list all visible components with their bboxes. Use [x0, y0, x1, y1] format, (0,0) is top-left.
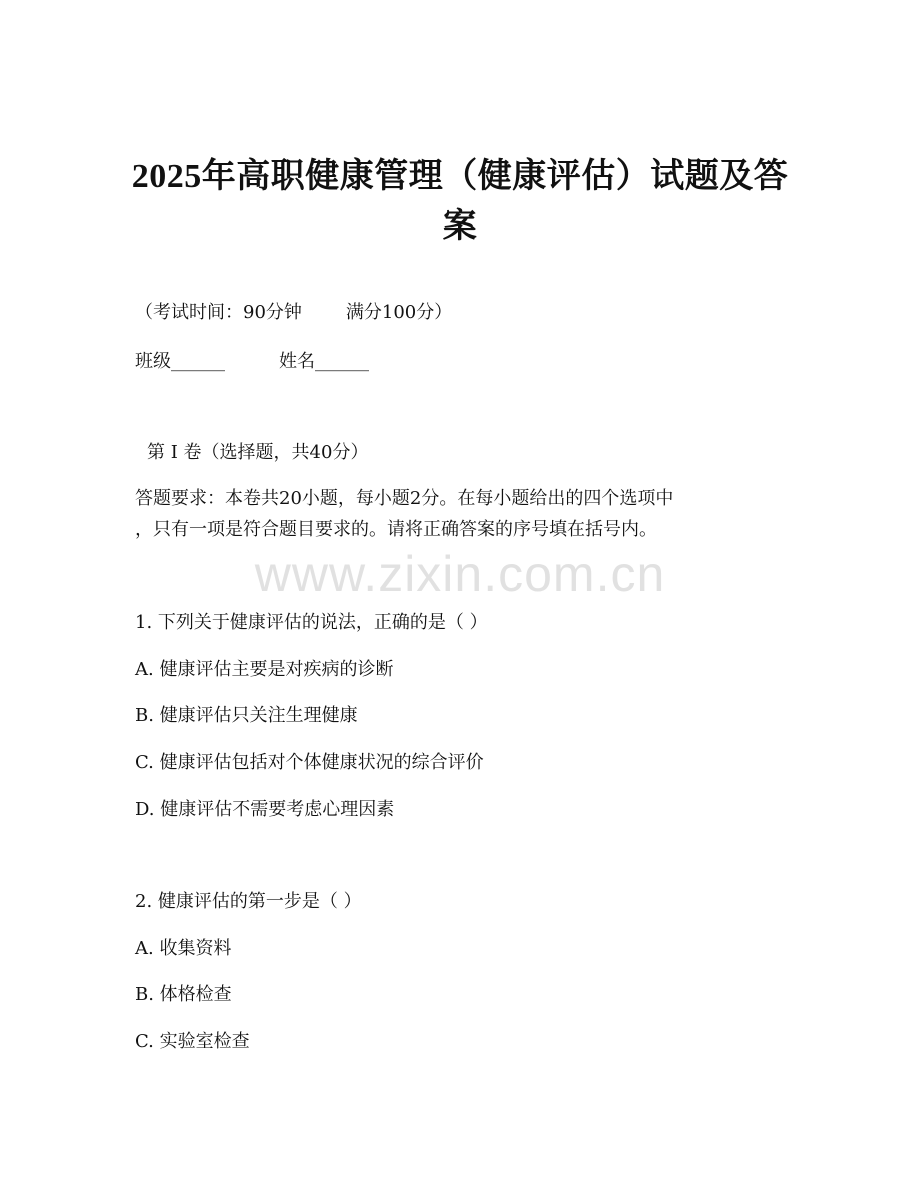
option-b: B. 健康评估只关注生理健康: [135, 705, 358, 726]
question-stem: 2. 健康评估的第一步是（ ）: [135, 891, 362, 912]
class-field: 班级______: [135, 351, 225, 372]
exam-full-score: 满分100分）: [345, 302, 453, 323]
exam-info: [135, 300, 452, 326]
watermark: www.zixin.com.cn: [254, 546, 666, 602]
instructions-line-1: 答题要求：本卷共20小题，每小题2分。在每小题给出的四个选项中: [135, 488, 674, 509]
title-line-1: 2025年高职健康管理（健康评估）试题及答: [131, 158, 789, 195]
section-heading: 第 I 卷（选择题，共40分）: [147, 442, 369, 463]
student-fields: [135, 349, 369, 375]
option-c: C. 健康评估包括对个体健康状况的综合评价: [135, 752, 484, 773]
question-stem: 1. 下列关于健康评估的说法，正确的是（ ）: [135, 612, 488, 633]
option-c: C. 实验室检查: [135, 1031, 250, 1052]
document-title: [110, 152, 810, 252]
option-b: B. 体格检查: [135, 984, 232, 1005]
name-field: 姓名______: [279, 351, 369, 372]
option-d: D. 健康评估不需要考虑心理因素: [135, 799, 395, 820]
title-line-2: 案: [442, 208, 478, 245]
exam-time: （考试时间：90分钟: [135, 302, 302, 323]
option-a: A. 收集资料: [135, 938, 232, 959]
option-a: A. 健康评估主要是对疾病的诊断: [135, 659, 394, 680]
instructions-line-2: ，只有一项是符合题目要求的。请将正确答案的序号填在括号内。: [135, 519, 657, 540]
